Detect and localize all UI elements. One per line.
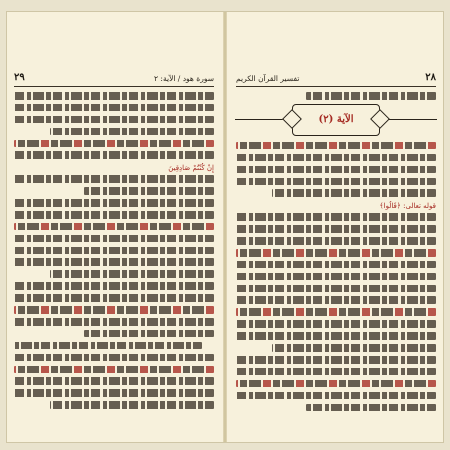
- text-line: [14, 282, 214, 290]
- text-line: [272, 189, 436, 197]
- text-line: [14, 151, 214, 159]
- running-head: تفسير القرآن الكريم: [236, 74, 300, 83]
- right-page-header: [236, 72, 436, 87]
- text-line: [236, 320, 436, 328]
- text-line: [84, 330, 214, 338]
- text-line: [236, 392, 436, 400]
- ayah-heading-box: [292, 104, 380, 136]
- text-line: [14, 175, 214, 183]
- ayah-heading: الآية (٢): [318, 114, 354, 126]
- text-line: [14, 116, 214, 124]
- text-line: [236, 356, 436, 364]
- text-line: [14, 342, 202, 350]
- text-line: [236, 380, 436, 388]
- right-page-body: [236, 92, 436, 415]
- text-line: [236, 213, 436, 221]
- page-number: ٢٩: [14, 72, 25, 83]
- text-line: [14, 104, 214, 112]
- left-page-header: [14, 72, 214, 87]
- left-page: [7, 12, 223, 442]
- left-page-body: [14, 92, 214, 413]
- text-line: [236, 237, 436, 245]
- text-line: [236, 178, 436, 186]
- text-line: [236, 142, 436, 150]
- quran-quote: إِنْ كُنْتُمْ صَادِقِينَ: [168, 164, 214, 173]
- text-line: [236, 368, 436, 376]
- text-line: [236, 166, 436, 174]
- text-line: [14, 199, 214, 207]
- text-line: [14, 258, 214, 266]
- text-line: [236, 273, 436, 281]
- text-line: [14, 318, 214, 326]
- text-line: [14, 377, 214, 385]
- book-spread: [7, 12, 443, 442]
- text-line: [236, 261, 436, 269]
- text-line: [236, 296, 436, 304]
- text-line: [236, 249, 436, 257]
- text-line: [50, 270, 214, 278]
- page-number: ٢٨: [425, 72, 436, 83]
- text-line: [236, 225, 436, 233]
- right-page: [227, 12, 443, 442]
- text-line: [14, 140, 214, 148]
- text-line: [14, 306, 214, 314]
- section-intro: قوله تعالى: ﴿قَالُوا﴾: [379, 202, 436, 211]
- text-line: [14, 92, 214, 100]
- text-line: [14, 354, 214, 362]
- text-line: [84, 187, 214, 195]
- text-line: [14, 223, 214, 231]
- text-line: [14, 389, 214, 397]
- text-line: [236, 308, 436, 316]
- text-line: [14, 211, 214, 219]
- text-line: [14, 294, 214, 302]
- ornament-line: [235, 119, 283, 120]
- text-line: [50, 128, 214, 136]
- text-line: [306, 404, 436, 412]
- ornament-line: [389, 119, 437, 120]
- text-line: [272, 344, 436, 352]
- text-line: [236, 154, 436, 162]
- text-line: [236, 285, 436, 293]
- text-line: [236, 332, 436, 340]
- text-line: [14, 247, 214, 255]
- running-head: سورة هود / الآية: ٢: [154, 74, 214, 83]
- text-line: [50, 401, 214, 409]
- text-line: [306, 92, 436, 100]
- text-line: [14, 235, 214, 243]
- text-line: [14, 366, 214, 374]
